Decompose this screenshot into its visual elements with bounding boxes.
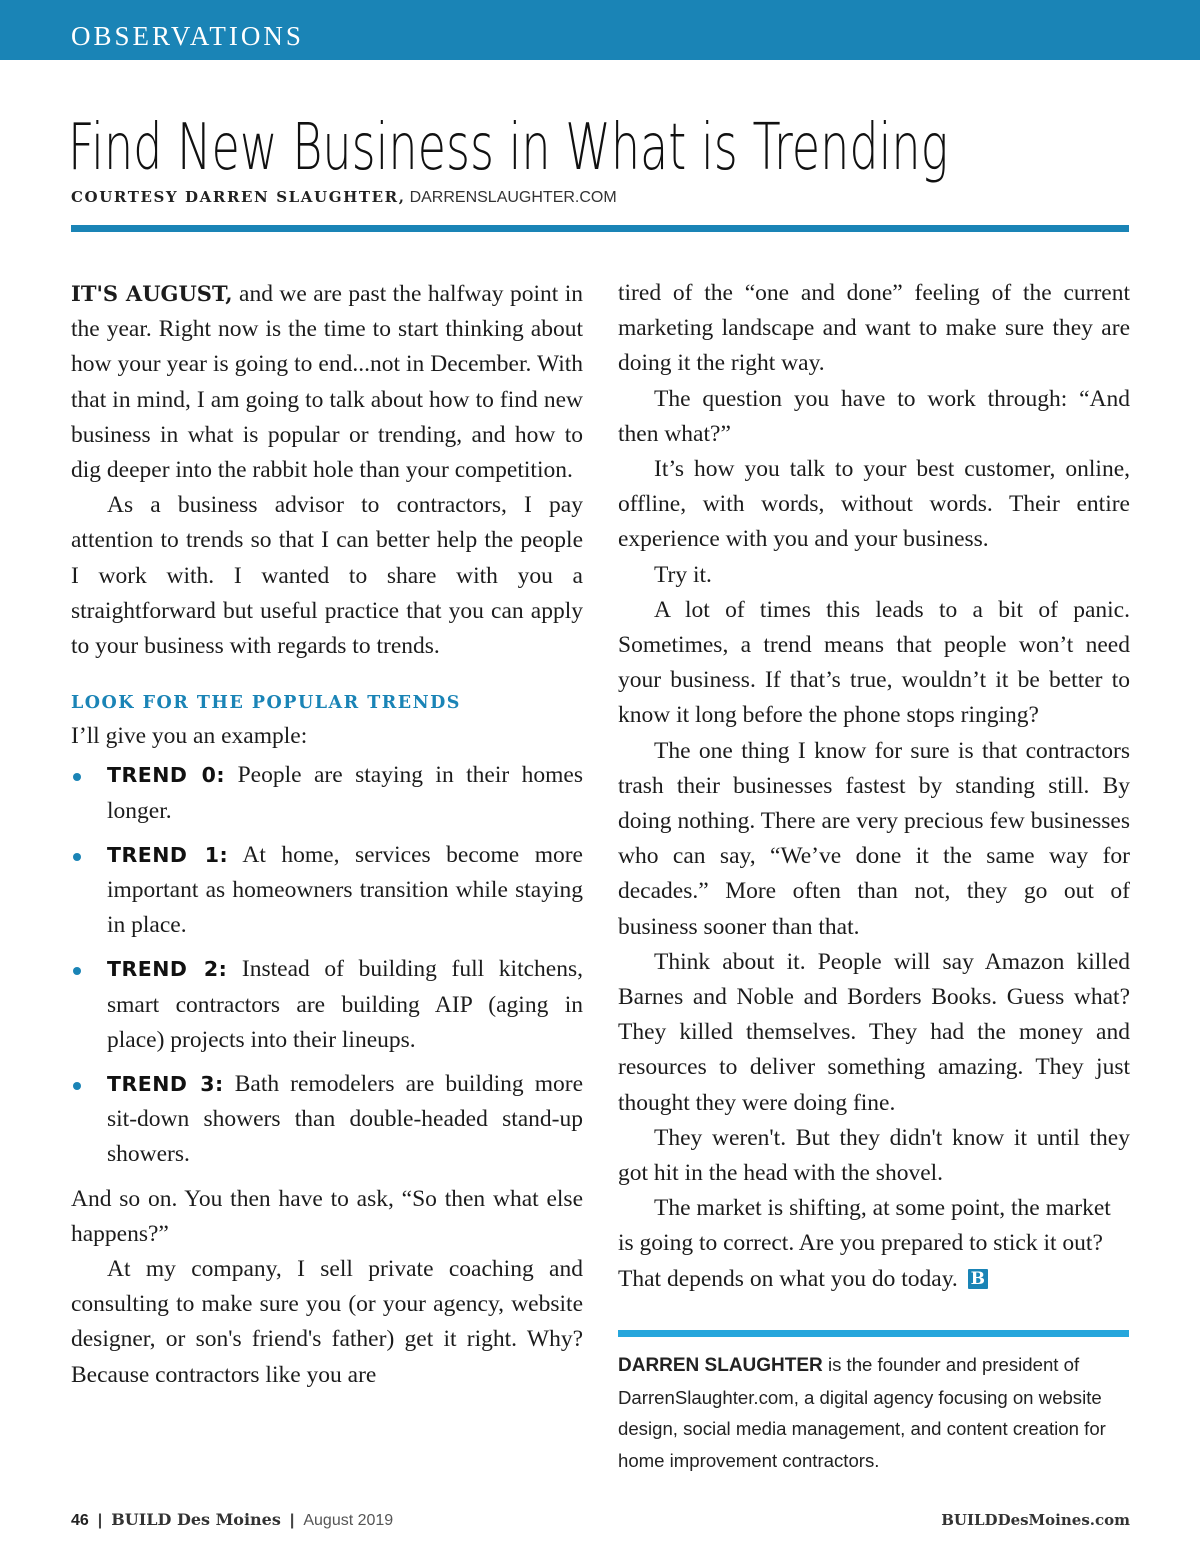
paragraph: As a business advisor to contractors, I pay attention to trends so that I can better help the people I work with. I wanted to share with you a straightforward but useful practice that you can apply to your business with regards to trends.: [71, 492, 583, 660]
footer-website: BUILDDesMoines.com: [941, 1511, 1130, 1529]
end-mark-icon: B: [968, 1269, 988, 1289]
trend-text: People are staying in their homes longer.: [107, 762, 584, 824]
bullet-icon: [73, 853, 81, 861]
paragraph: Try it.: [654, 561, 712, 588]
paragraph: I’ll give you an example:: [71, 723, 308, 750]
trend-text: Instead of building full kitchens, smart contractors are building AIP (aging in place) projects into their lineups.: [107, 956, 583, 1053]
section-label: OBSERVATIONS: [71, 21, 304, 51]
trend-item: [71, 952, 583, 1058]
paragraph: At my company, I sell private coaching and consulting to make sure you (or your agency, website designer, or son's friend's father) get it right. Why? Because contractors like you are: [71, 1256, 583, 1388]
bullet-icon: [73, 773, 81, 781]
byline-credit: COURTESY DARREN SLAUGHTER,: [71, 188, 406, 206]
paragraph: And so on. You then have to ask, “So then what else happens?”: [71, 1185, 583, 1247]
right-column: [618, 276, 1130, 1297]
trend-item: [71, 1067, 583, 1173]
magazine-name: BUILD Des Moines: [111, 1510, 281, 1529]
paragraph: A lot of times this leads to a bit of panic. Sometimes, a trend means that people won’t need your business. If that’s true, wouldn’t it be better to know it long before the phone stops ringing?: [618, 596, 1130, 729]
paragraph: Think about it. People will say Amazon killed Barnes and Noble and Borders Books. Guess what? They killed themselves. They had the money and resources to deliver something amazing. They just thought they were doing fine.: [618, 948, 1130, 1116]
bullet-icon: [73, 967, 81, 975]
closing-paragraph: [618, 1191, 1130, 1297]
page-number: 46: [71, 1512, 89, 1529]
trend-label: TREND 0:: [107, 763, 226, 788]
byline-url: DARRENSLAUGHTER.COM: [409, 189, 617, 206]
trend-item: [71, 838, 583, 944]
footer-separator: |: [289, 1512, 295, 1529]
intro-paragraph: [71, 276, 583, 488]
trend-list: [71, 758, 583, 1172]
byline: [71, 186, 617, 209]
author-name: DARREN SLAUGHTER: [618, 1355, 823, 1376]
bio-text: is the founder and president of DarrenSlaughter.com, a digital agency focusing on website design, social media management, and content creation for home improvement contractors.: [618, 1354, 1106, 1471]
lead-in: IT'S AUGUST,: [71, 281, 233, 306]
trend-text: At home, services become more important as homeowners transition while staying in place.: [107, 841, 583, 939]
closing-text: The market is shifting, at some point, the market is going to correct. Are you prepared to stick it out? That depends on what you do today.: [618, 1195, 1111, 1292]
trend-text: Bath remodelers are building more sit-down showers than double-headed stand-up showers.: [107, 1071, 584, 1168]
bio-divider: [618, 1330, 1129, 1337]
bullet-icon: [73, 1082, 81, 1090]
title-divider: [71, 225, 1129, 232]
trend-item: [71, 758, 583, 828]
paragraph: The question you have to work through: “And then what?”: [618, 385, 1130, 447]
article-title: Find New Business in What is Trending: [68, 111, 949, 185]
paragraph: It’s how you talk to your best customer, online, offline, with words, without words. Their entire experience with you and your business.: [618, 456, 1130, 553]
trend-label: TREND 2:: [107, 957, 228, 982]
author-bio: [618, 1349, 1133, 1476]
footer-separator: |: [97, 1512, 103, 1529]
left-column: [71, 276, 583, 1393]
paragraph: They weren't. But they didn't know it until they got hit in the head with the shovel.: [618, 1124, 1130, 1187]
paragraph: tired of the “one and done” feeling of the current marketing landscape and want to make sure they are doing it the right way.: [618, 280, 1130, 377]
intro-text: and we are past the halfway point in the year. Right now is the time to start thinking about how your year is going to end...not in December. With that in mind, I am going to talk about how to find new business in what is popular or trending, and how to dig deeper into the rabbit hole than your competition.: [71, 281, 583, 484]
trend-label: TREND 3:: [107, 1072, 224, 1097]
trend-label: TREND 1:: [107, 842, 229, 867]
page-footer: [71, 1508, 393, 1533]
subheading: LOOK FOR THE POPULAR TRENDS: [71, 693, 461, 714]
section-header-bar: [0, 0, 1200, 60]
paragraph: The one thing I know for sure is that contractors trash their businesses fastest by standing still. By doing nothing. There are very precious few businesses who can say, “We’ve done it the same way for decades.” More often than not, they go out of business sooner than that.: [618, 737, 1130, 940]
issue-date: August 2019: [303, 1512, 394, 1529]
